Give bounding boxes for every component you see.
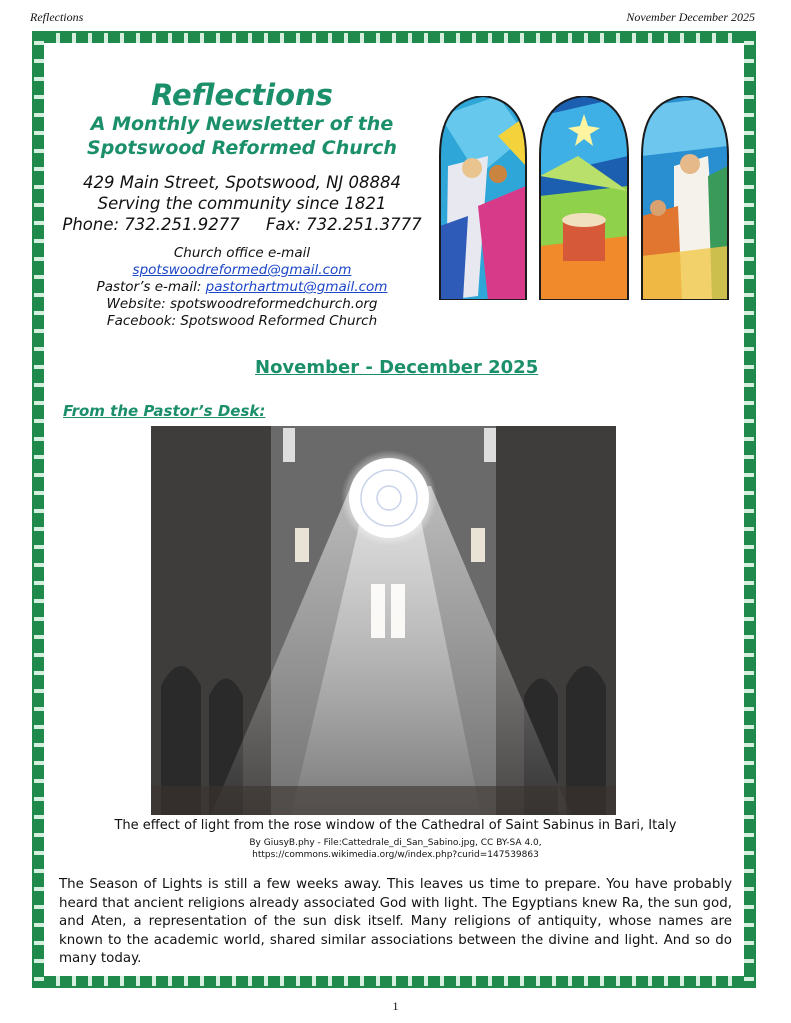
pastor-email-line: [62, 279, 422, 296]
border-top: [34, 33, 754, 43]
newsletter-subtitle-line2: Spotswood Reformed Church: [87, 137, 397, 159]
running-head-date: November December 2025: [626, 10, 755, 24]
photo-credit-line2: https://commons.wikimedia.org/w/index.php?curid=147539863: [252, 850, 539, 860]
phone-fax: Phone: 732.251.9277 Fax: 732.251.3777: [62, 215, 422, 234]
page-number: 1: [392, 999, 399, 1013]
border-bottom: [34, 976, 754, 986]
pastors-desk-heading: From the Pastor’s Desk:: [63, 402, 266, 420]
article-paragraph: The Season of Lights is still a few weeks away. This leaves us time to prepare. You have probably heard that ancient religions already associated God with light. The Egyptians knew Ra, the sun god, and Aten, a representation of the sun disk itself. Many religions of antiquity, whose names are known to the academic world, shared similar associations between the divine and light. And so do many today.: [59, 877, 732, 966]
church-address-block: [62, 172, 422, 235]
newsletter-subtitle-line1: A Monthly Newsletter of the: [90, 113, 394, 135]
photo-credit: [40, 837, 751, 861]
office-email-label: Church office e-mail: [173, 245, 311, 261]
issue-date-heading: November - December 2025: [255, 357, 539, 378]
pastor-email-link[interactable]: pastorhartmut@gmail.com: [205, 279, 388, 295]
photo-credit-line1: By GiusyB.phy - File:Cattedrale_di_San_Sabino.jpg, CC BY-SA 4.0,: [249, 838, 542, 848]
website-line: Website: spotswoodreformedchurch.org: [106, 296, 378, 312]
cathedral-photo: [151, 426, 616, 815]
stained-glass-image: [438, 96, 730, 300]
pastor-email-label: Pastor’s e-mail:: [96, 279, 206, 295]
office-email-link[interactable]: spotswoodreformed@gmail.com: [132, 262, 352, 278]
masthead: [62, 78, 422, 330]
facebook-line: Facebook: Spotswood Reformed Church: [106, 313, 378, 329]
running-head-title: Reflections: [30, 10, 84, 24]
photo-caption: The effect of light from the rose window of the Cathedral of Saint Sabinus in Bari, Italy: [114, 818, 677, 833]
street-address: 429 Main Street, Spotswood, NJ 08884: [82, 173, 402, 192]
newsletter-title: Reflections: [151, 78, 333, 112]
serving-since: Serving the community since 1821: [97, 194, 387, 213]
contact-block: [62, 245, 422, 330]
running-header: [30, 10, 755, 28]
